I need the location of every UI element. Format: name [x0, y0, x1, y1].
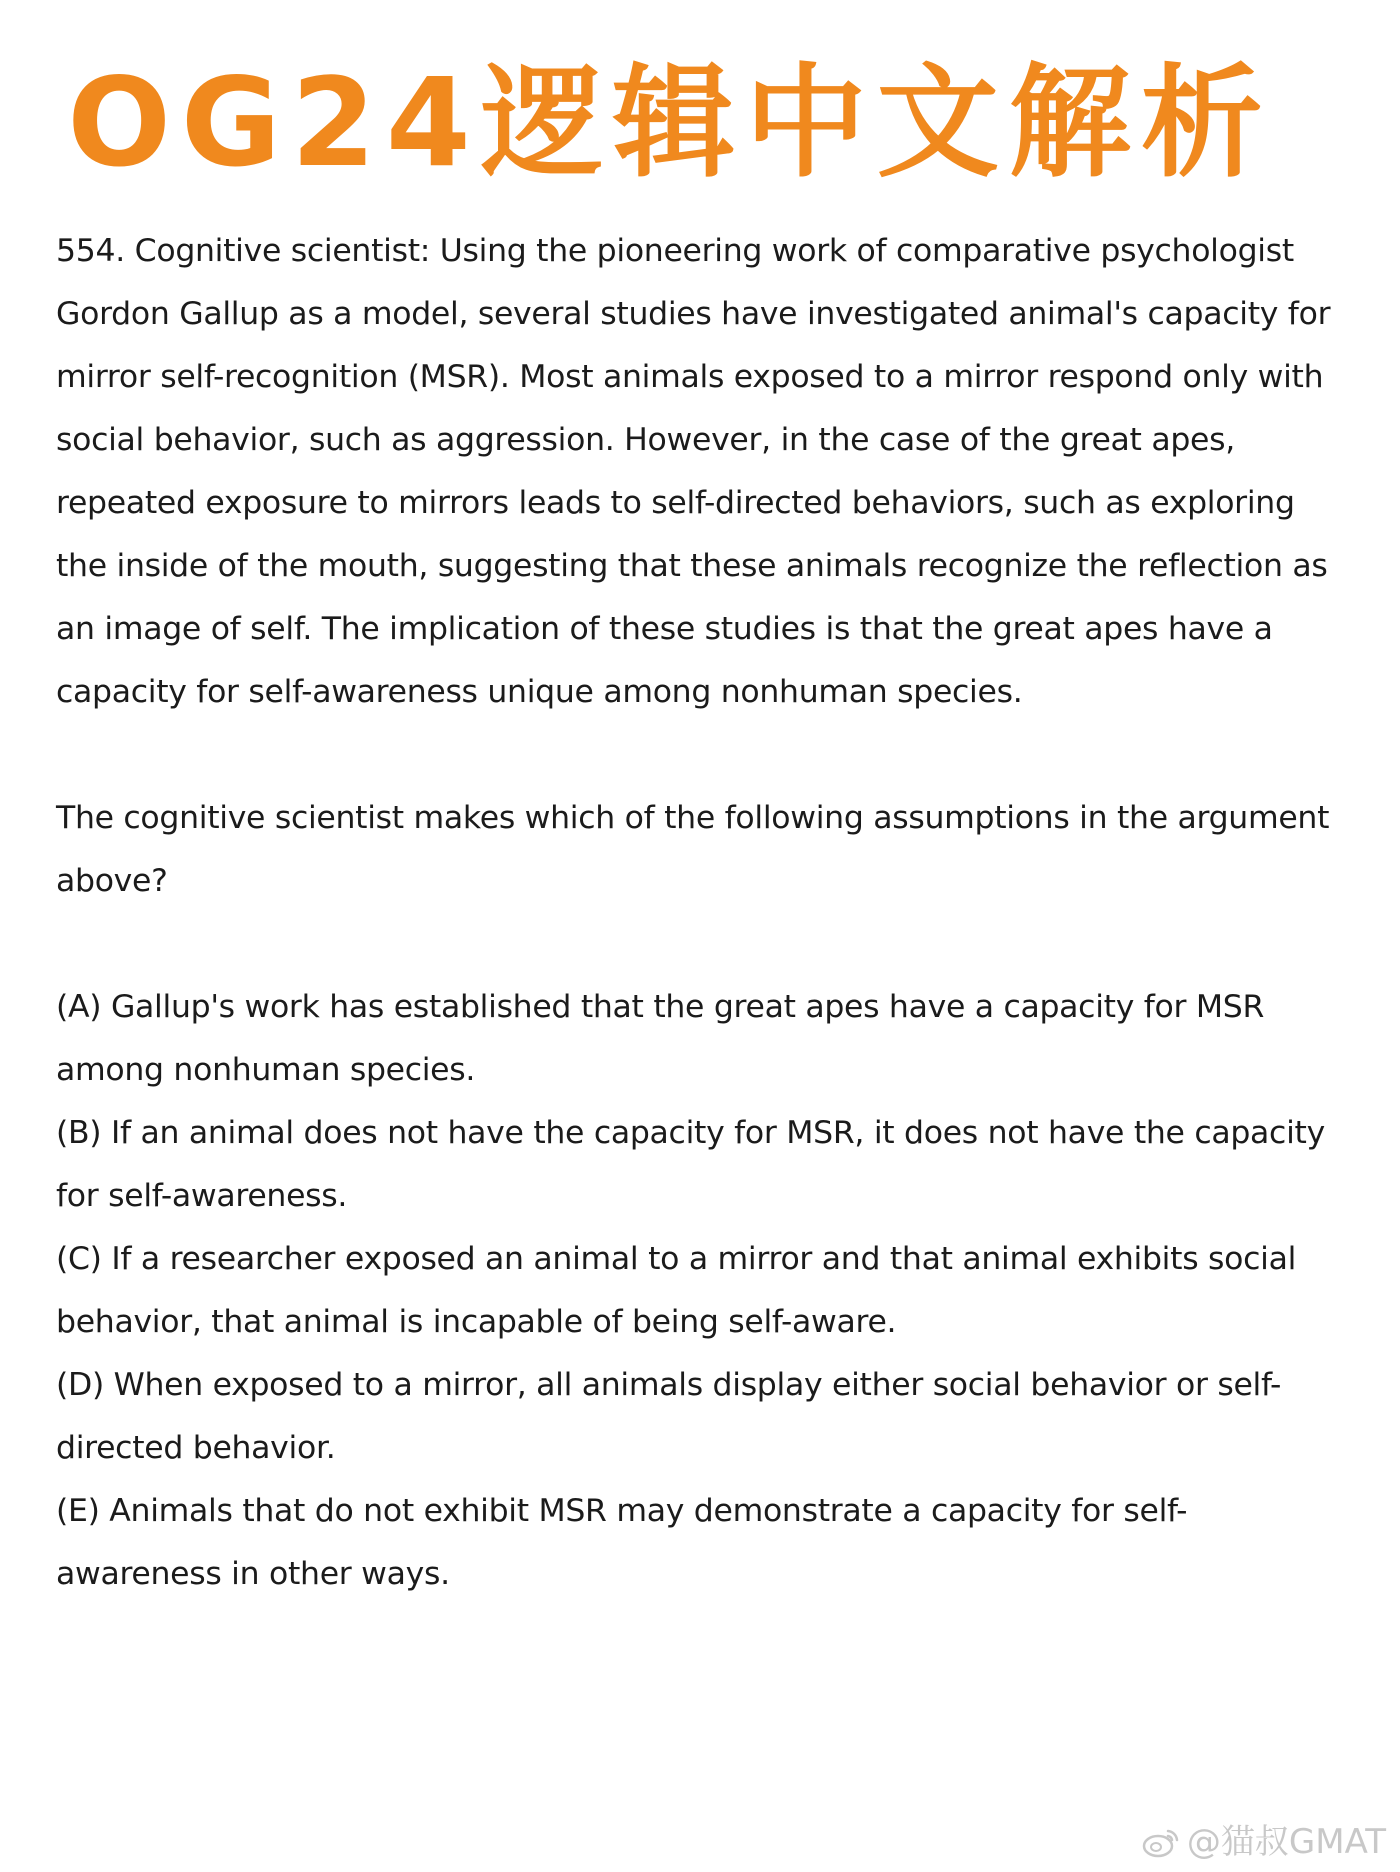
answer-option-d: (D) When exposed to a mirror, all animals display either social behavior or self-directed behavior. [56, 1367, 1282, 1466]
spacer [56, 913, 1346, 976]
answer-option-c: (C) If a researcher exposed an animal to a mirror and that animal exhibits social behavior, that animal is incapable of being self-aware. [56, 1241, 1297, 1340]
answer-option-b: (B) If an animal does not have the capacity for MSR, it does not have the capacity for self-awareness. [56, 1115, 1325, 1214]
question-block [56, 220, 1346, 1606]
watermark [1141, 1820, 1386, 1864]
page-title: OG24逻辑中文解析 [67, 52, 1273, 194]
spacer [56, 724, 1346, 787]
weibo-icon [1141, 1825, 1181, 1859]
watermark-text: @猫叔GMAT [1186, 1822, 1386, 1862]
answer-options [56, 976, 1346, 1606]
question-prompt: The cognitive scientist makes which of the following assumptions in the argument above? [56, 800, 1330, 899]
answer-option-a: (A) Gallup's work has established that the great apes have a capacity for MSR among nonhuman species. [56, 989, 1265, 1088]
answer-option-e: (E) Animals that do not exhibit MSR may demonstrate a capacity for self-awareness in other ways. [56, 1493, 1188, 1592]
question-stimulus: 554. Cognitive scientist: Using the pioneering work of comparative psychologist Gordon Gallup as a model, several studies have investigated animal's capacity for mirror self-recognition (MSR). Most animals exposed to a mirror respond only with social behavior, such as aggression. However, in the case of the great apes, repeated exposure to mirrors leads to self-directed behaviors, such as exploring the inside of the mouth, suggesting that these animals recognize the reflection as an image of self. The implication of these studies is that the great apes have a capacity for self-awareness unique among nonhuman species. [56, 233, 1331, 710]
